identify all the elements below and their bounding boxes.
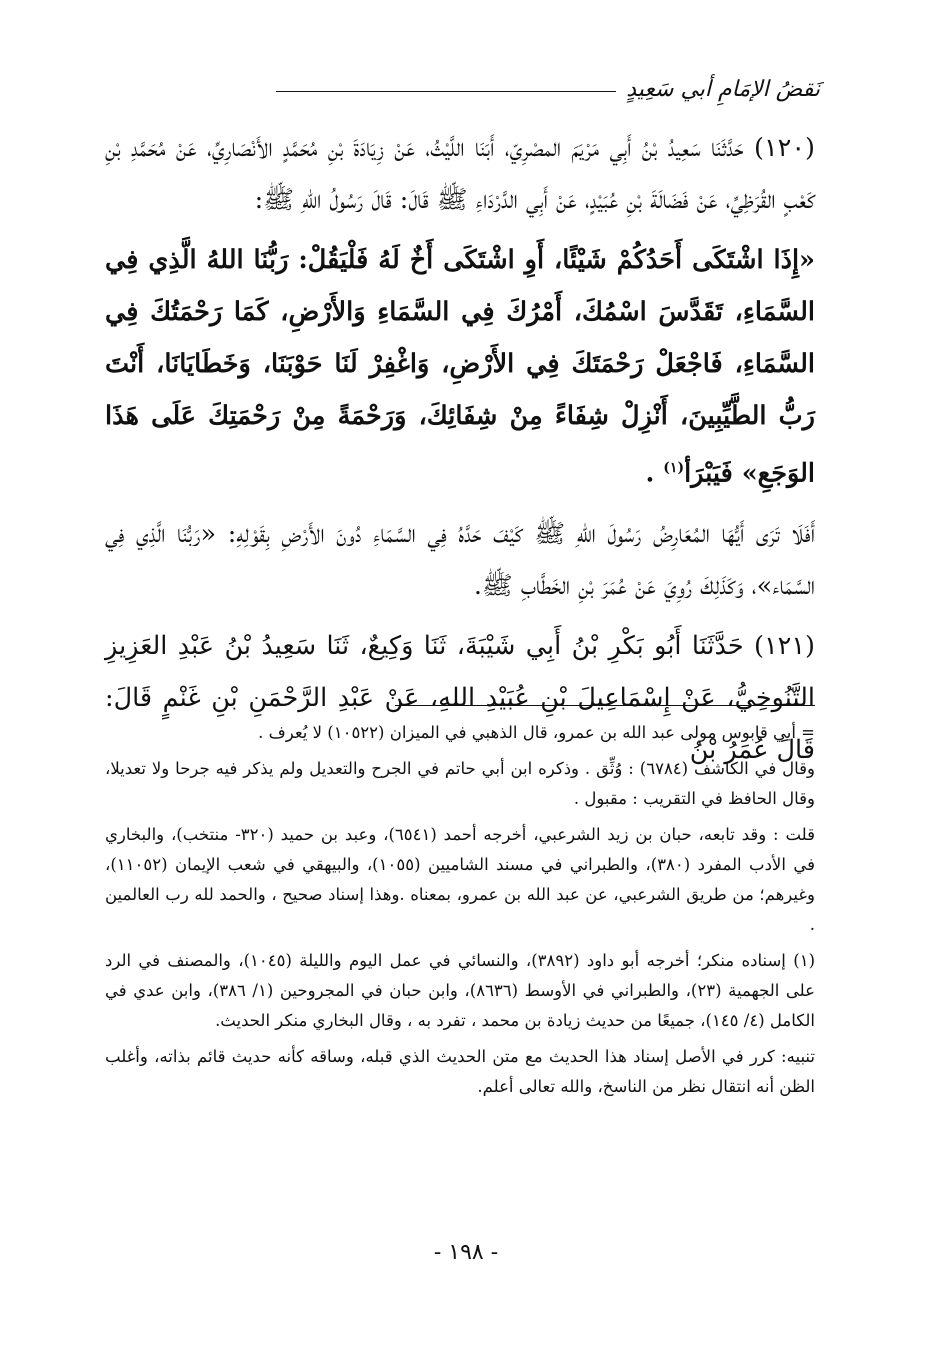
footnote-1: (١) إسناده منكر؛ أخرجه أبو داود (٣٨٩٢)، والنسائي في عمل اليوم والليلة (١٠٤٥)، والمصنف في الرد على الجهمية (٢٣)، والطبراني في الأوسط (٨٦٣٦)، وابن حبان في المجروحين (١/ ٣٨٦)، وابن عدي في الكامل (٤/ ١٤٥)، جميعًا من حديث زيادة بن محمد ، تفرد به ، وقال البخاري منكر الحديث. xyxy=(105,951,816,1030)
hadith-121-chain: (١٢١) حَدَّثَنَا أَبُو بَكْرِ بْنُ أَبِي شَيْبَةَ، ثَنَا وَكِيعٌ، ثَنَا سَعِيدُ بْنُ عَبْدِ العَزِيزِ التَّنُوخِيُّ، عَنْ إِسْمَاعِيلَ بْنِ عُبَيْدِ اللهِ، عَنْ عَبْدِ الرَّحْمَنِ بْنِ غَنْمٍ قَالَ: قَالَ عُمَرُ بْنُ xyxy=(105,630,815,765)
hadith-120-matn: «إِذَا اشْتَكَى أَحَدُكُمْ شَيْئًا، أَوِ اشْتَكَى أَخٌ لَهُ فَلْيَقُلْ: رَبُّنَا اللهُ الَّذِي فِي السَّمَاءِ، تَقَدَّسَ اسْمُكَ، أَمْرُكَ فِي السَّمَاءِ وَالأَرْضِ، كَمَا رَحْمَتُكَ فِي السَّمَاءِ، فَاجْعَلْ رَحْمَتَكَ فِي الأَرْضِ، وَاغْفِرْ لَنَا حَوْبَنَا، وَخَطَايَانَا، أَنْتَ رَبُّ الطَّيِّبِينَ، أَنْزِلْ شِفَاءً مِنْ شِفَائِكَ، وَرَحْمَةً مِنْ رَحْمَتِكَ عَلَى هَذَا الوَجَعِ» فَيَبْرَأ xyxy=(105,245,815,489)
header-title: نَقضُ الإمَامِ أبي سَعِيدٍ xyxy=(626,77,820,102)
hadith-120-text xyxy=(105,234,815,500)
header-rule xyxy=(276,91,616,92)
page-number: - ١٩٨ - xyxy=(433,1240,499,1265)
footnote-marker: (١) xyxy=(663,460,685,476)
footnotes xyxy=(105,718,815,1108)
main-text xyxy=(105,122,815,776)
author-commentary: أَفَلَا تَرَى أَيُّهَا المُعَارِضُ رَسُولَ اللهِ ﷺ كَيْفَ حَدَّهُ فِي السَّمَاءِ دُونَ الأَرْضِ بِقَوْلِهِ: «رَبُّنَا الَّذِي فِي السَّمَاء»، وَكَذَلِكَ رُوِيَ عَنْ عُمَرَ بْنِ الخَطَّابِ ﷺ. xyxy=(105,518,815,601)
hadith-120-chain: (١٢٠) حَدَّثَنَا سَعِيدُ بْنُ أَبِي مَرْيَمَ المصْرِيّ، أَبَنَا اللَّيْثُ، عَنْ زِيَادَةَ بْنِ مُحَمَّدٍ الأَنْصَارِيِّ، عَنْ مُحَمَّدِ بْنِ كَعْبٍ القُرَظِيِّ، عَنْ فَضَالَةَ بْنِ عُبَيْدٍ، عَنْ أَبِي الدَّرْدَاءِ ﷺ قَالَ: قَالَ رَسُولُ اللهِ ﷺ: xyxy=(105,133,815,215)
footnote-continuation: = أبي قابوس مولى عبد الله بن عمرو، قال الذهبي في الميزان (١٠٥٢٢) لا يُعرف . xyxy=(258,723,815,742)
paragraph-end-mark: . xyxy=(645,458,655,489)
footnote-tanbih: تنبيه: كرر في الأصل إسناد هذا الحديث مع متن الحديث الذي قبله، وساقه كأنه حديث قائم بذاته، وأغلب الظن أنه انتقال نظر من الناسخ، والله تعالى أعلم. xyxy=(105,1047,815,1096)
footnote-kashif: وقال في الكاشف (٦٧٨٤) : وُثِّق . وذكره ابن أبي حاتم في الجرح والتعديل ولم يذكر فيه جرحا ولا تعديلا، وقال الحافظ في التقريب : مقبول . xyxy=(105,759,816,808)
running-header xyxy=(276,62,820,102)
footnote-divider xyxy=(395,705,815,706)
footnote-mutaba: قلت : وقد تابعه، حبان بن زيد الشرعبي، أخرجه أحمد (٦٥٤١)، وعبد بن حميد (٣٢٠- منتخب)، والبخاري في الأدب المفرد (٣٨٠)، والطبراني في مسند الشاميين (١٠٥٥)، والبيهقي في شعب الإيمان (١١٠٥٢)، وغيرهم؛ من طريق الشرعبي، عن عبد الله بن عمرو، بمعناه .وهذا إسناد صحيح ، والحمد لله رب العالمين . xyxy=(105,825,816,934)
